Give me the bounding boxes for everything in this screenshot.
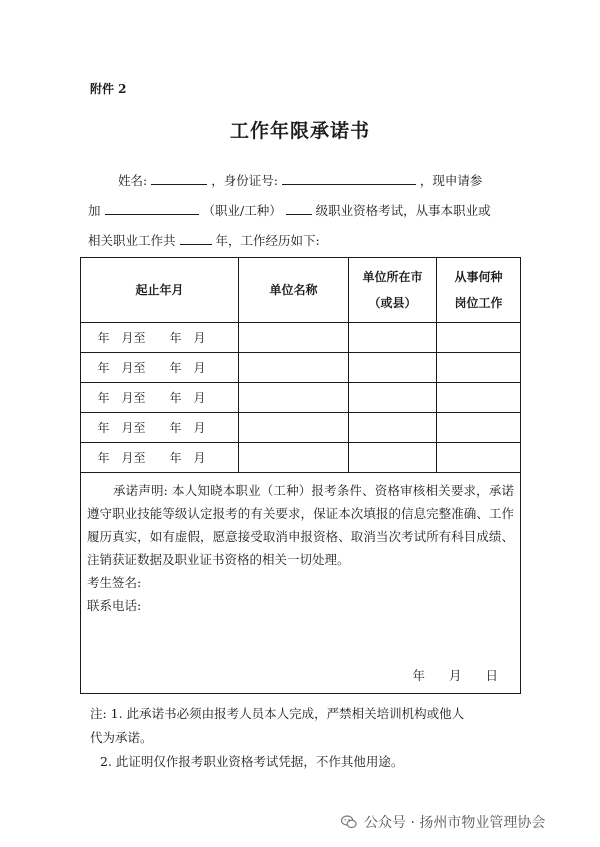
period-cell[interactable]: 年 月至 年 月 [81,323,239,353]
table-row [81,353,521,383]
apply-text: ，现申请参 [419,173,483,188]
position-cell[interactable] [437,323,521,353]
date-line[interactable]: 年 月 日 [412,668,498,683]
occupation-label: （职业/工种） [202,203,282,218]
work-history-table [80,257,521,694]
note-2: 2. 此证明仅作报考职业资格考试凭据，不作其他用途。 [100,754,404,769]
table-row [81,383,521,413]
pledge-cell [81,473,521,694]
unit-name-cell[interactable] [239,323,349,353]
wechat-icon [340,813,358,831]
table-row [81,323,521,353]
note-1-line-2: 代为承诺。 [90,730,153,745]
pledge-statement: 承诺声明: 本人知晓本职业（工种）报考条件、资格审核相关要求，承诺遵守职业技能等级认定报考的有关要求，保证本次填报的信息完整准确、工作履历真实，如有虚假，愿意接受取消申报资格、取消当次考试所有科目成绩、注销获证数据及职业证书资格的相关一切处理。 [87,483,514,567]
location-cell[interactable] [349,443,437,473]
pledge-row [81,473,521,694]
id-label: ，身份证号: [211,173,278,188]
location-cell[interactable] [349,323,437,353]
position-cell[interactable] [437,413,521,443]
unit-name-cell[interactable] [239,413,349,443]
header-location: 单位所在市 （或县） [349,258,437,323]
period-cell[interactable]: 年 月至 年 月 [81,383,239,413]
occupation-blank[interactable] [105,201,199,215]
table-header-row [81,258,521,323]
table-row [81,413,521,443]
location-cell[interactable] [349,413,437,443]
position-cell[interactable] [437,443,521,473]
phone-label[interactable]: 联系电话: [87,598,142,613]
period-cell[interactable]: 年 月至 年 月 [81,443,239,473]
position-cell[interactable] [437,383,521,413]
level-text: 级职业资格考试，从事本职业或 [315,203,491,218]
unit-name-cell[interactable] [239,383,349,413]
period-cell[interactable]: 年 月至 年 月 [81,413,239,443]
note-1-line-1: 注: 1. 此承诺书必须由报考人员本人完成，严禁相关培训机构或他人 [90,706,465,721]
years-prefix: 相关职业工作共 [88,233,176,248]
watermark [340,812,545,832]
level-blank[interactable] [286,201,312,215]
header-unit-name: 单位名称 [239,258,349,323]
unit-name-cell[interactable] [239,443,349,473]
page-title: 工作年限承诺书 [229,120,370,142]
join-text: 加 [88,203,101,218]
signer-label[interactable]: 考生签名: [87,575,142,590]
unit-name-cell[interactable] [239,353,349,383]
header-position: 从事何种 岗位工作 [437,258,521,323]
name-label: 姓名: [118,173,148,188]
name-blank[interactable] [151,171,207,185]
table-row [81,443,521,473]
intro-line-1 [118,171,482,189]
header-period: 起止年月 [81,258,239,323]
location-cell[interactable] [349,353,437,383]
location-cell[interactable] [349,383,437,413]
years-blank[interactable] [180,231,212,245]
id-blank[interactable] [282,171,416,185]
position-cell[interactable] [437,353,521,383]
intro-line-3 [88,231,320,249]
period-cell[interactable]: 年 月至 年 月 [81,353,239,383]
watermark-text: 公众号 · 扬州市物业管理协会 [364,815,546,831]
years-suffix: 年，工作经历如下: [215,233,320,248]
attachment-label: 附件 2 [90,82,127,96]
intro-line-2 [88,201,491,219]
